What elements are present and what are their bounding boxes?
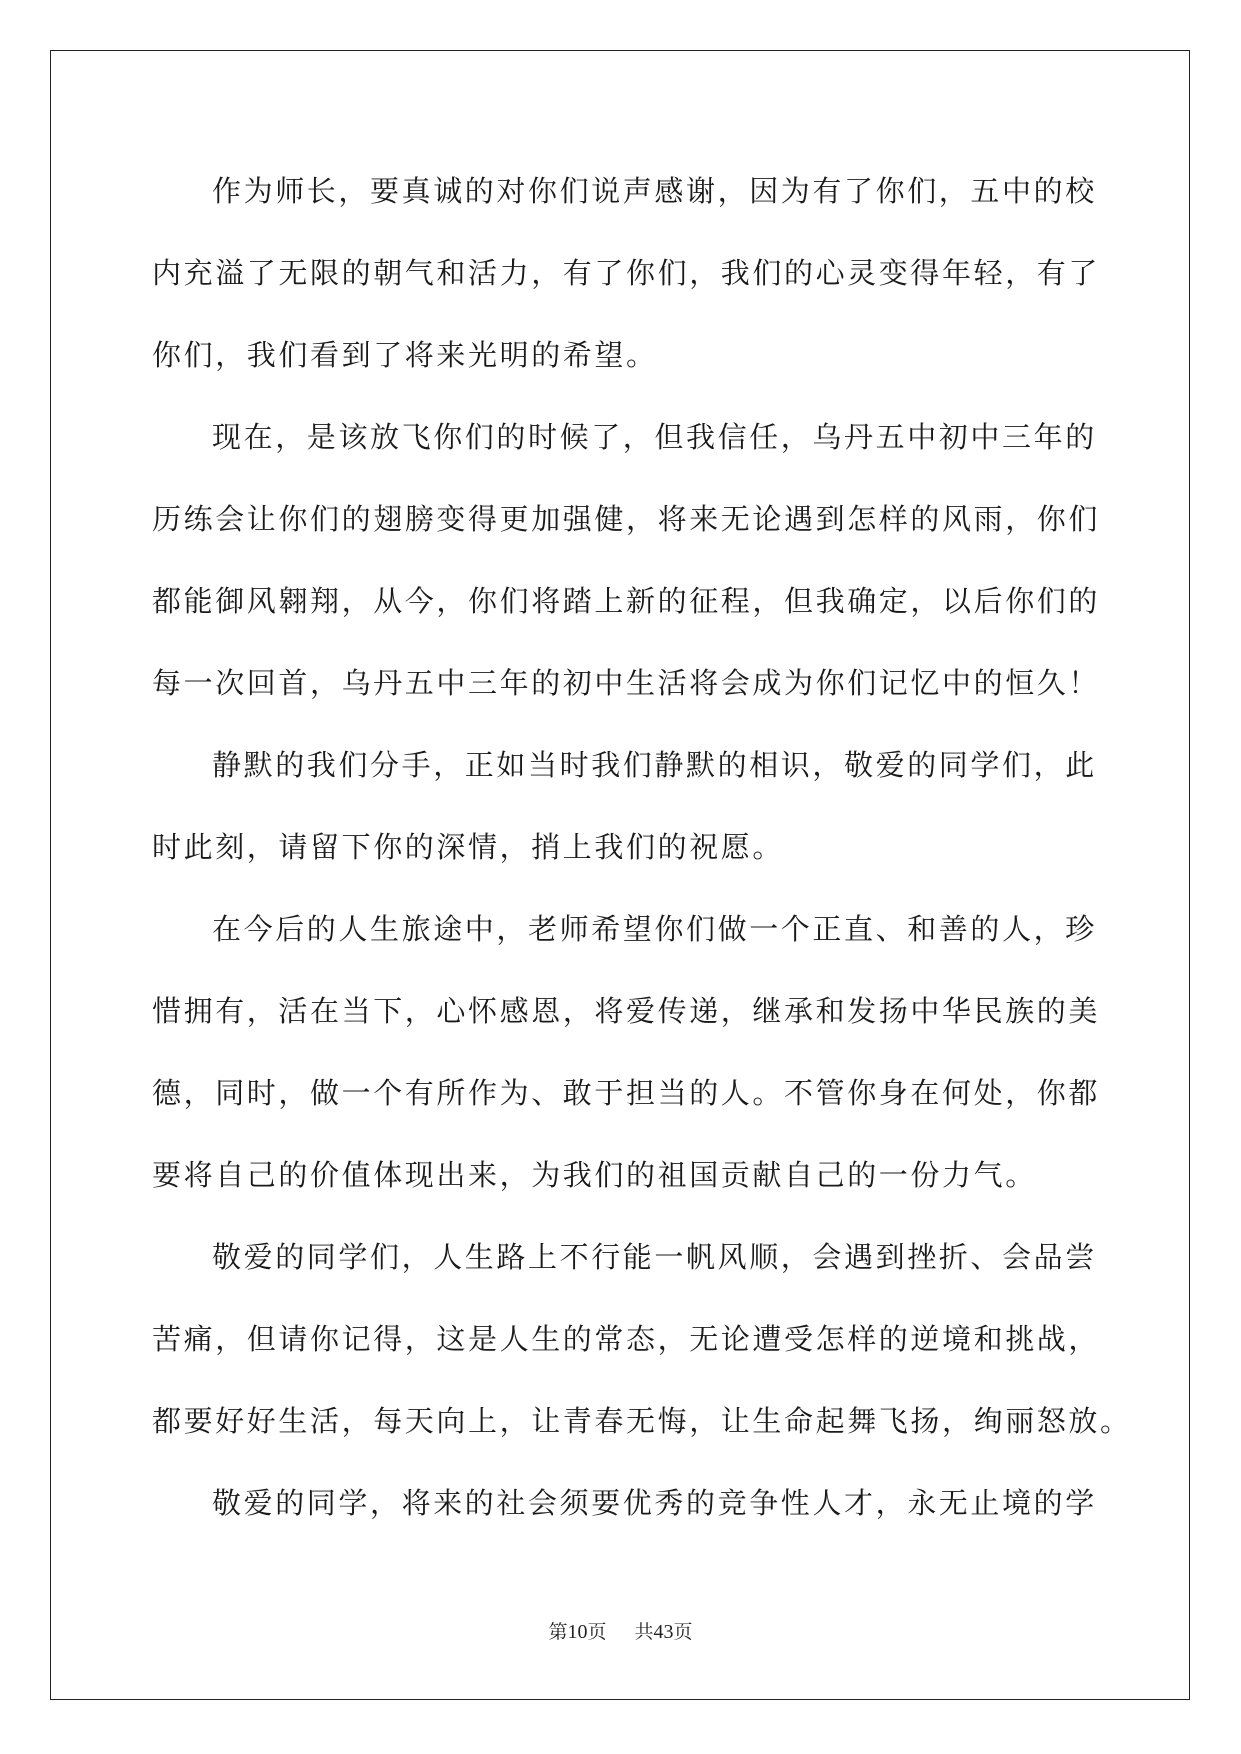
text-line: 在今后的人生旅途中，老师希望你们做一个正直、和善的人，珍	[212, 912, 1097, 946]
text-line: 德，同时，做一个有所作为、敢于担当的人。不管你身在何处，你都	[152, 1076, 1101, 1110]
total-prefix: 共	[634, 1622, 654, 1643]
text-line: 都能御风翱翔，从今，你们将踏上新的征程，但我确定，以后你们的	[152, 584, 1101, 618]
text-line: 现在，是该放飞你们的时候了，但我信任，乌丹五中初中三年的	[212, 420, 1097, 454]
page-footer	[0, 1617, 1241, 1644]
text-line: 静默的我们分手，正如当时我们静默的相识，敬爱的同学们，此	[212, 748, 1097, 782]
document-body	[152, 162, 1132, 1556]
text-line: 敬爱的同学，将来的社会须要优秀的竞争性人才，永无止境的学	[212, 1486, 1097, 1520]
text-line: 苦痛，但请你记得，这是人生的常态，无论遭受怎样的逆境和挑战，	[152, 1322, 1101, 1356]
total-pages: 43	[653, 1621, 674, 1643]
text-line: 内充溢了无限的朝气和活力，有了你们，我们的心灵变得年轻，有了	[152, 256, 1101, 290]
page-suffix: 页	[587, 1622, 607, 1643]
text-line: 你们，我们看到了将来光明的希望。	[152, 338, 658, 372]
total-suffix: 页	[673, 1622, 693, 1643]
text-line: 惜拥有，活在当下，心怀感恩，将爱传递，继承和发扬中华民族的美	[152, 994, 1101, 1028]
text-line: 敬爱的同学们，人生路上不行能一帆风顺，会遇到挫折、会品尝	[212, 1240, 1097, 1274]
text-line: 历练会让你们的翅膀变得更加强健，将来无论遇到怎样的风雨，你们	[152, 502, 1101, 536]
text-line: 要将自己的价值体现出来，为我们的祖国贡献自己的一份力气。	[152, 1158, 1037, 1192]
text-line: 作为师长，要真诚的对你们说声感谢，因为有了你们，五中的校	[212, 174, 1097, 208]
page-prefix: 第	[548, 1622, 568, 1643]
text-line: 都要好好生活，每天向上，让青春无悔，让生命起舞飞扬，绚丽怒放。	[152, 1404, 1132, 1438]
page-number: 10	[567, 1621, 588, 1643]
text-line: 每一次回首，乌丹五中三年的初中生活将会成为你们记忆中的恒久！	[152, 666, 1101, 700]
text-line: 时此刻，请留下你的深情，捎上我们的祝愿。	[152, 830, 785, 864]
